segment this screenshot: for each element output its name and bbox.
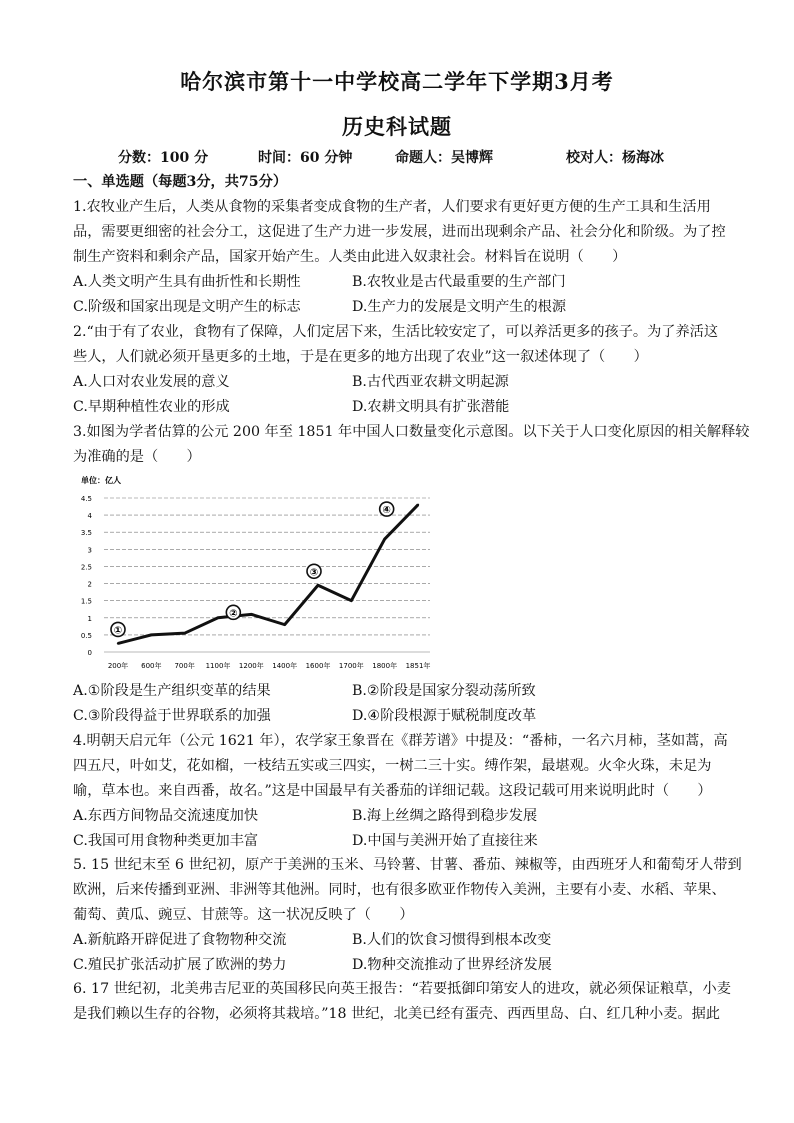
- q2-stem-line: 些人，人们就必须开垦更多的土地，于是在更多的地方出现了农业”这一叙述体现了（ ）: [73, 349, 648, 365]
- q5-option-a: A.新航路开辟促进了食物物种交流: [73, 932, 287, 948]
- exam-meta: [118, 147, 718, 167]
- chart-x-tick-label: 1600年: [305, 662, 331, 670]
- chart-data-point: [183, 632, 185, 634]
- chart-y-axis-label: 单位：亿人: [81, 476, 121, 485]
- q3-option-c: C.③阶段得益于世界联系的加强: [73, 708, 271, 724]
- chart-y-tick-label: 1: [87, 614, 92, 623]
- q4-option-a: A.东西方间物品交流速度加快: [73, 808, 259, 824]
- q5-option-b: B.人们的饮食习惯得到根本改变: [352, 932, 552, 948]
- q2-option-c: C.早期种植性农业的形成: [73, 399, 230, 415]
- q6-stem-line: 是我们赖以生存的谷物，必须将其栽培。”18 世纪，北美已经有蛋壳、西西里岛、白、红几种小麦。据此: [73, 1006, 720, 1022]
- q1-option-d: D.生产力的发展是文明产生的根源: [352, 299, 567, 315]
- section-heading: 一、单选题（每题3分，共75分）: [73, 174, 288, 190]
- q3-option-a: A.①阶段是生产组织变革的结果: [73, 683, 271, 699]
- q6-stem-line: 6. 17 世纪初，北美弗吉尼亚的英国移民向英王报告：“若要抵御印第安人的进攻，就必须保证粮草，小麦: [73, 981, 731, 997]
- author-info: 命题人：吴博辉: [395, 150, 493, 166]
- q2-option-b: B.古代西亚农耕文明起源: [352, 374, 509, 390]
- exam-subtitle: 历史科试题: [342, 114, 452, 139]
- chart-data-point: [283, 623, 285, 625]
- chart-annotation-label: ①: [113, 625, 123, 637]
- q3-option-b: B.②阶段是国家分裂动荡所致: [352, 683, 536, 699]
- q4-option-d: D.中国与美洲开始了直接往来: [352, 833, 538, 849]
- chart-x-tick-label: 200年: [107, 662, 129, 670]
- chart-y-tick-label: 4.5: [80, 495, 92, 503]
- q4-stem-line: 4.明朝天启元年（公元 1621 年），农学家王象晋在《群芳谱》中提及：“番柿，一名六月柿，茎如蒿，高: [73, 733, 728, 749]
- chart-data-point: [150, 634, 152, 636]
- chart-x-tick-label: 600年: [141, 662, 162, 670]
- q2-stem-line: 2.“由于有了农业，食物有了保障，人们定居下来，生活比较安定了，可以养活更多的孩子。为了养活这: [73, 324, 719, 340]
- chart-y-tick-label: 3.5: [80, 529, 92, 538]
- q5-option-c: C.殖民扩张活动扩展了欧洲的势力: [73, 957, 287, 973]
- chart-y-tick-label: 2: [87, 580, 92, 589]
- q1-option-c: C.阶级和国家出现是文明产生的标志: [73, 299, 301, 315]
- population-line-chart: [78, 470, 438, 675]
- chart-data-point: [317, 584, 319, 586]
- checker-info: 校对人：杨海冰: [566, 150, 664, 166]
- chart-data-point: [217, 617, 219, 619]
- chart-data-point: [350, 599, 352, 601]
- q5-stem-line: 葡萄、黄瓜、豌豆、甘蔗等。这一状况反映了（ ）: [73, 907, 414, 923]
- chart-x-tick-label: 1700年: [338, 662, 364, 670]
- chart-y-tick-label: 0.5: [80, 631, 92, 640]
- chart-y-tick-label: 3: [87, 546, 92, 555]
- chart-series-line: [118, 505, 418, 644]
- q1-option-a: A.人类文明产生具有曲折性和长期性: [73, 274, 301, 290]
- q5-stem-line: 5. 15 世纪末至 6 世纪初，原产于美洲的玉米、马铃薯、甘薯、番茄、辣椒等，由西班牙人和葡萄牙人带到: [73, 857, 742, 873]
- chart-x-tick-label: 1200年: [238, 662, 264, 670]
- q5-stem-line: 欧洲，后来传播到亚洲、非洲等其他洲。同时，也有很多欧亚作物传入美洲，主要有小麦、水稻、苹果、: [73, 882, 726, 898]
- q2-option-a: A.人口对农业发展的意义: [73, 374, 230, 390]
- q4-stem-line: 喻，草本也。来自西番，故名。”这是中国最早有关番茄的详细记载。这段记载可用来说明此时（ ）: [73, 783, 712, 799]
- q4-stem-line: 四五尺，叶如艾，花如榴，一枝结五实或三四实，一树二三十实。缚作架，最堪观。火伞火珠，未足为: [73, 758, 712, 774]
- chart-y-tick-label: 0: [87, 649, 92, 657]
- chart-x-tick-label: 1851年: [405, 662, 431, 670]
- q1-stem-line: 制生产资料和剩余产品，国家开始产生。人类由此进入奴隶社会。材料旨在说明（ ）: [73, 249, 627, 265]
- score-info: 分数：100 分: [118, 150, 209, 166]
- chart-data-point: [117, 642, 119, 644]
- chart-x-tick-label: 1800年: [372, 662, 398, 670]
- chart-annotation-label: ③: [309, 567, 319, 579]
- chart-data-point: [383, 538, 385, 540]
- q4-option-b: B.海上丝绸之路得到稳步发展: [352, 808, 538, 824]
- q1-stem-line: 品，需要更细密的社会分工，这促进了生产力进一步发展，进而出现剩余产品、社会分化和阶级。为了控: [73, 224, 726, 240]
- q3-stem-line: 为准确的是（ ）: [73, 449, 201, 465]
- q1-option-b: B.农牧业是古代最重要的生产部门: [352, 274, 566, 290]
- chart-y-tick-label: 1.5: [80, 597, 92, 606]
- q4-option-c: C.我国可用食物种类更加丰富: [73, 833, 259, 849]
- chart-data-point: [417, 504, 419, 506]
- q5-option-d: D.物种交流推动了世界经济发展: [352, 957, 552, 973]
- chart-x-tick-label: 1400年: [272, 662, 298, 670]
- chart-y-tick-label: 4: [87, 512, 92, 521]
- time-info: 时间：60 分钟: [258, 150, 353, 166]
- chart-y-tick-label: 2.5: [80, 563, 92, 572]
- q3-stem-line: 3.如图为学者估算的公元 200 年至 1851 年中国人口数量变化示意图。以下关于人口变化原因的相关解释较: [73, 424, 750, 440]
- chart-annotation-label: ②: [229, 608, 238, 620]
- q3-option-d: D.④阶段根源于赋税制度改革: [352, 708, 537, 724]
- chart-x-tick-label: 700年: [174, 662, 195, 670]
- exam-title: 哈尔滨市第十一中学校高二学年下学期3月考: [180, 69, 614, 94]
- chart-x-tick-label: 1100年: [205, 662, 231, 670]
- chart-data-point: [250, 613, 252, 615]
- q2-option-d: D.农耕文明具有扩张潜能: [352, 399, 510, 415]
- chart-annotation-label: ④: [382, 505, 391, 517]
- q1-stem-line: 1.农牧业产生后，人类从食物的采集者变成食物的生产者，人们要求有更好更方便的生产工具和生活用: [73, 199, 711, 215]
